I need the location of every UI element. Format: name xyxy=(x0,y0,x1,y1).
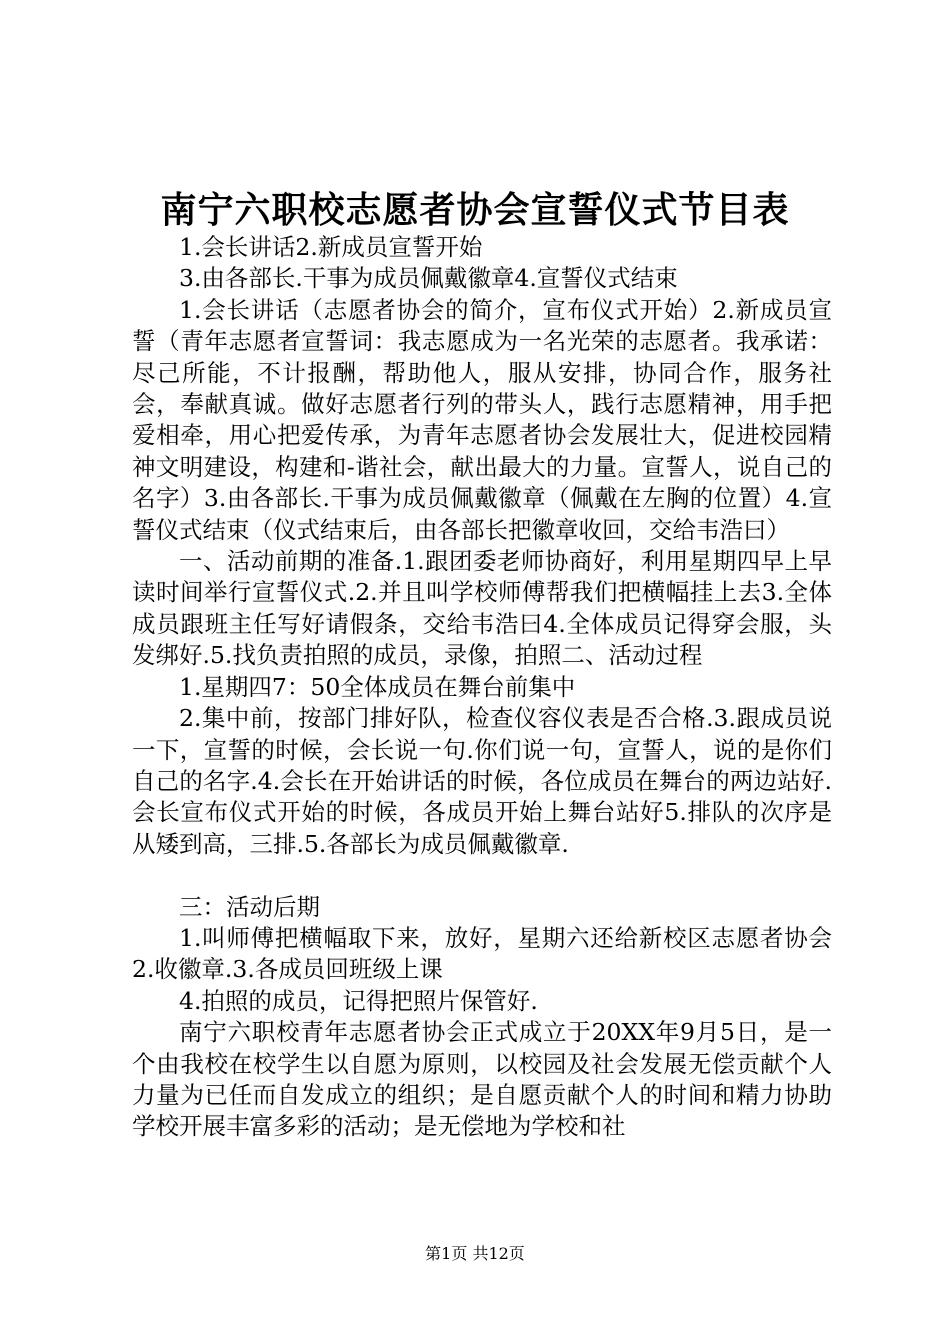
paragraph-7: 三：活动后期 xyxy=(179,892,320,921)
blank-line xyxy=(132,860,832,891)
paragraph-8: 1.叫师傅把横幅取下来，放好，星期六还给新校区志愿者协会2.收徽章.3.各成员回班级上课 xyxy=(132,923,832,984)
document-title: 南宁六职校志愿者协会宣誓仪式节目表 xyxy=(160,189,790,231)
paragraph-1: 1.会长讲话2.新成员宣誓开始 xyxy=(179,233,483,261)
paragraph-10: 南宁六职校青年志愿者协会正式成立于20XX年9月5日，是一个由我校在校学生以自愿为原则，以校园及社会发展无偿贡献个人力量为已任而自发成立的组织；是自愿贡献个人的时间和精力协助学校开展丰富多彩的活动；是无偿地为学校和社 xyxy=(132,1018,832,1141)
paragraph-3: 1.会长讲话（志愿者协会的简介，宣布仪式开始）2.新成员宣誓（青年志愿者宣誓词：我志愿成为一名光荣的志愿者。我承诺：尽己所能，不计报酬，帮助他人，服从安排，协同合作，服务社会，奉献真诚。做好志愿者行列的带头人，践行志愿精神，用手把爱相牵，用心把爱传承，为青年志愿者协会发展壮大，促进校园精神文明建设，构建和-谐社会，献出最大的力量。宣誓人，说自己的名字）3.由各部长.干事为成员佩戴徽章（佩戴在左胸的位置）4.宣誓仪式结束（仪式结束后，由各部长把徽章收回，交给韦浩曰） xyxy=(132,295,832,544)
document-body xyxy=(132,232,832,1143)
paragraph-4: 一、活动前期的准备.1.跟团委老师协商好，利用星期四早上早读时间举行宣誓仪式.2.并且叫学校师傅帮我们把横幅挂上去3.全体成员跟班主任写好请假条，交给韦浩曰4.全体成员记得穿会服，头发绑好.5.找负责拍照的成员，录像，拍照二、活动过程 xyxy=(132,547,832,670)
paragraph-9: 4.拍照的成员，记得把照片保管好. xyxy=(179,986,538,1015)
paragraph-6: 2.集中前，按部门排好队，检查仪容仪表是否合格.3.跟成员说一下，宣誓的时候，会长说一句.你们说一句，宣誓人，说的是你们自己的名字.4.会长在开始讲话的时候，各位成员在舞台的两边站好.会长宣布仪式开始的时候，各成员开始上舞台站好5.排队的次序是从矮到高，三排.5.各部长为成员佩戴徽章. xyxy=(132,704,832,858)
paragraph-2: 3.由各部长.干事为成员佩戴徽章4.宣誓仪式结束 xyxy=(179,264,678,293)
page-footer: 第1页 共12页 xyxy=(425,1244,525,1263)
paragraph-5: 1.星期四7：50全体成员在舞台前集中 xyxy=(179,672,576,701)
